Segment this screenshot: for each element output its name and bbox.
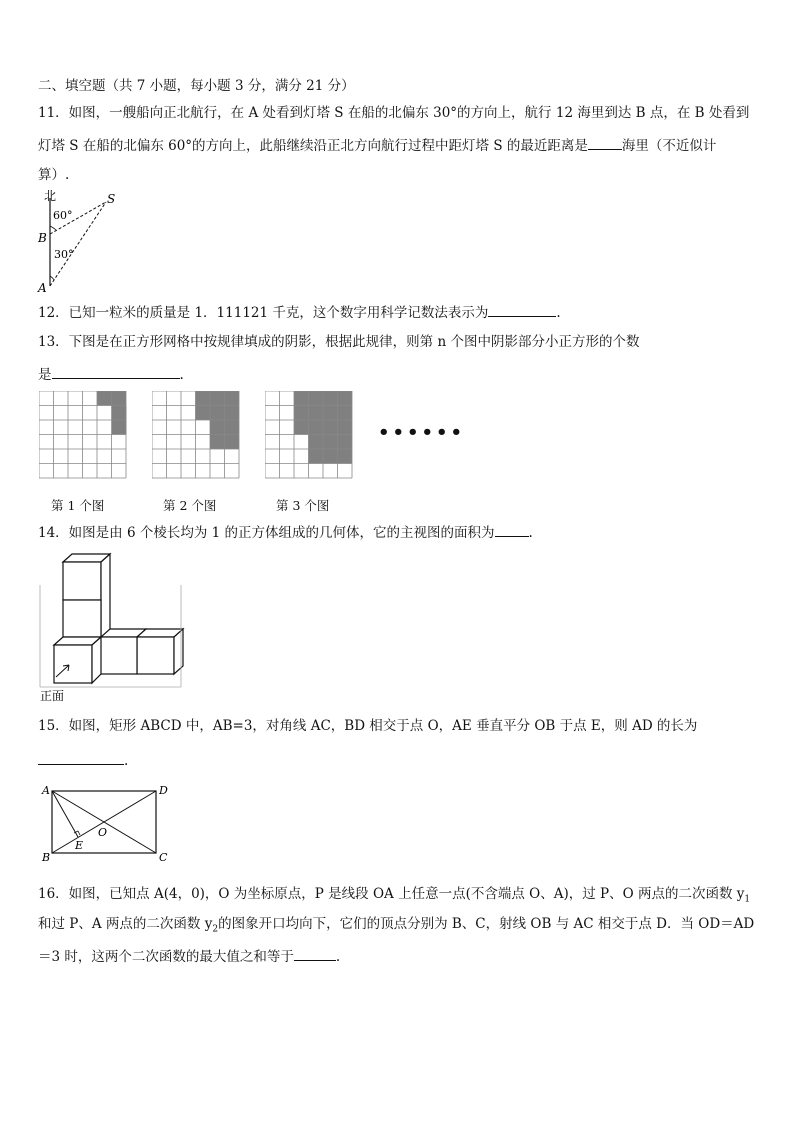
q16-sub-1: 1 — [744, 894, 751, 905]
label-e: E — [75, 839, 84, 852]
q11-figure — [34, 190, 124, 295]
fig-b-label: B — [38, 231, 47, 245]
q14-figure — [36, 549, 186, 707]
q16-text-2a: 和过 P、A 两点的二次函数 y — [38, 916, 213, 932]
fig-a-label: A — [38, 281, 47, 295]
label-o: O — [98, 826, 108, 839]
q13-grid-1 — [39, 391, 127, 479]
q11-line2 — [38, 134, 716, 156]
q16-text-1: 16．如图，已知点 A(4，0)，O 为坐标原点，P 是线段 OA 上任意一点(不含端点 O、A)，过 P、O 两点的二次函数 y — [38, 886, 745, 902]
label-d: D — [159, 784, 168, 797]
q14-answer-blank[interactable] — [495, 521, 529, 537]
q16-line1 — [38, 884, 750, 910]
q12-text: 12．已知一粒米的质量是 1．111121 千克，这个数字用科学记数法表示为 — [38, 305, 489, 321]
q13-grid-2 — [152, 391, 240, 479]
q11-answer-blank[interactable] — [588, 134, 622, 150]
front-view-label: 正面 — [40, 689, 65, 703]
q16-text-3: ＝3 时，这两个二次函数的最大值之和等于 — [38, 949, 294, 965]
q16-end: . — [335, 949, 341, 965]
q16-line2 — [38, 914, 754, 940]
q13-answer-blank[interactable] — [52, 363, 180, 379]
q12-line — [38, 301, 561, 323]
fig-angle-30: 30° — [54, 248, 74, 261]
q13-ellipsis: •••••• — [378, 422, 466, 443]
q16-sub-2: 2 — [212, 924, 219, 935]
label-c: C — [159, 851, 168, 864]
q15-line: 15．如图，矩形 ABCD 中，AB=3，对角线 AC，BD 相交于点 O，AE 垂直平分 OB 于点 E，则 AD 的长为 — [38, 718, 698, 734]
label-a: A — [42, 784, 50, 797]
q15-answer-line — [38, 749, 128, 771]
q11-line3: 算）. — [38, 167, 70, 183]
q13-caption-1: 第 1 个图 — [51, 498, 105, 513]
segment-ae — [52, 791, 78, 837]
q12-answer-blank[interactable] — [488, 301, 556, 317]
q16-answer-blank[interactable] — [294, 945, 336, 961]
q11-text-b: 海里（不近似计 — [621, 138, 717, 154]
q13-line1: 13．下图是在正方形网格中按规律填成的阴影，根据此规律，则第 n 个图中阴影部分小正方形的个数 — [38, 334, 640, 350]
fig-s-label: S — [107, 192, 116, 206]
q13-text: 是 — [38, 367, 52, 383]
q13-caption-2: 第 2 个图 — [163, 498, 217, 513]
q13-line2 — [38, 363, 184, 385]
q13-end: . — [179, 367, 184, 383]
q12-end: . — [556, 305, 561, 321]
section-title: 二、填空题（共 7 小题，每小题 3 分，满分 21 分） — [38, 78, 355, 94]
q14-line — [38, 521, 533, 543]
q13-grid-3 — [265, 391, 353, 479]
q11-text-a: 灯塔 S 在船的北偏东 60°的方向上，此船继续沿正北方向航行过程中距灯塔 S 的最近距离是 — [38, 138, 588, 154]
q15-answer-blank[interactable] — [38, 749, 124, 765]
q13-caption-3: 第 3 个图 — [276, 498, 330, 513]
fig-north-label: 北 — [44, 190, 57, 203]
label-b: B — [42, 851, 51, 864]
q16-line3 — [38, 945, 340, 967]
q15-end: . — [124, 753, 129, 769]
q16-text-2b: 的图象开口均向下，它们的顶点分别为 B、C，射线 OB 与 AC 相交于点 D．当 OD＝AD — [218, 916, 755, 932]
q15-figure — [38, 782, 170, 864]
q14-text: 14．如图是由 6 个棱长均为 1 的正方体组成的几何体，它的主视图的面积为 — [38, 525, 495, 541]
fig-angle-60: 60° — [53, 209, 73, 222]
q11-line1: 11．如图，一艘船向正北航行，在 A 处看到灯塔 S 在船的北偏东 30°的方向上，航行 12 海里到达 B 点，在 B 处看到 — [38, 105, 750, 121]
q14-end: . — [528, 525, 533, 541]
